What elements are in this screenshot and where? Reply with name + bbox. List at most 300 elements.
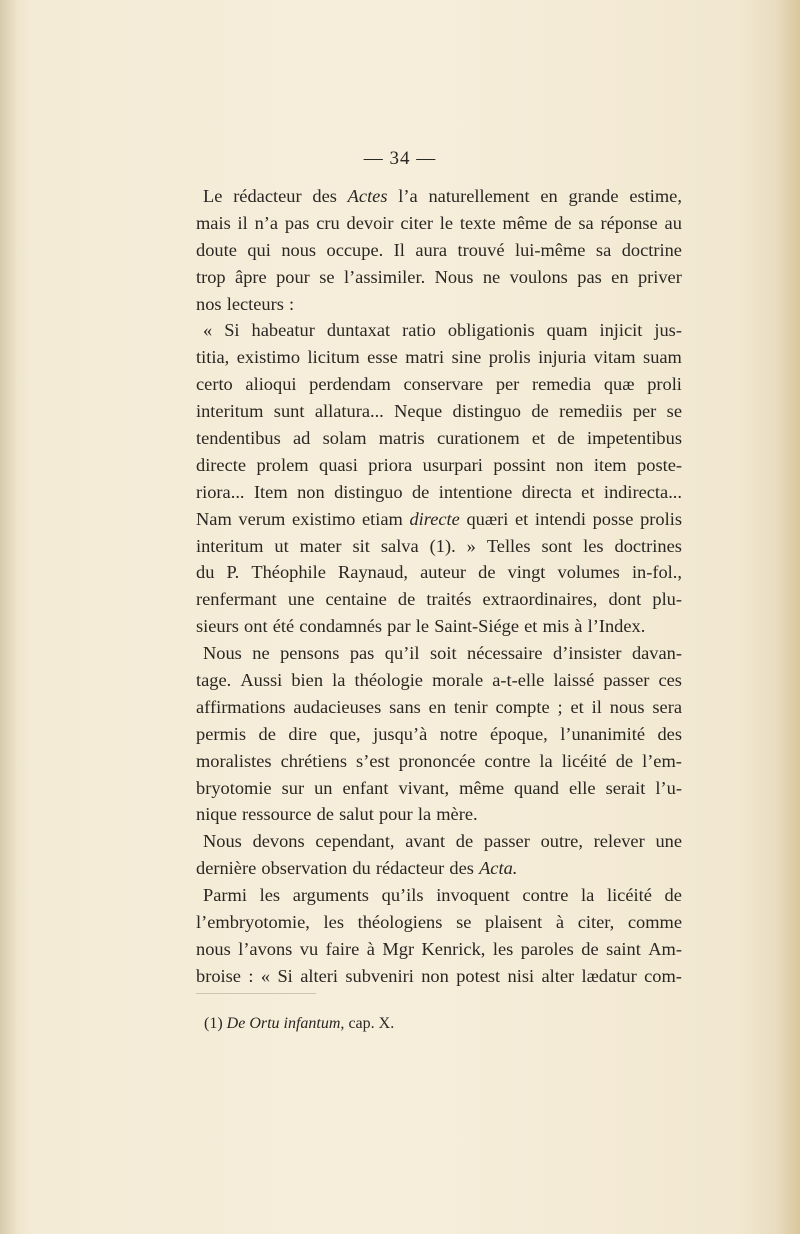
word: condamnés [299,616,383,637]
word: prolis [488,347,531,368]
word: de [554,212,572,233]
word: soit [429,643,457,664]
word: perdendam [309,374,391,395]
word: distinguo [452,401,521,422]
word: citer, [577,912,615,933]
word: quam [546,320,588,341]
word: Il [393,239,405,260]
word: subveniri [345,965,414,986]
word: (1). [429,535,456,556]
word: obligationis [447,320,535,341]
word: matris [378,428,425,449]
word: par [387,616,411,637]
word: devoir [346,212,394,233]
word: lecteurs [226,293,284,314]
word: la [581,885,595,906]
footnote-rest: cap. X. [348,1015,395,1032]
word: doute [196,239,237,260]
word: l’avons [238,938,293,959]
text-line [196,291,682,318]
word: allatura... [314,401,384,422]
word: P. [226,562,240,583]
word: sera [652,696,682,717]
word: des [312,186,337,206]
text-line [196,425,682,452]
text-line [196,183,682,210]
word: âpre [235,266,267,287]
word: Telles [486,535,531,556]
word: doctrines [614,535,682,556]
word: cru [316,212,340,233]
word: dont [608,589,642,610]
word: citer [400,212,433,233]
word: non [297,481,325,502]
word: Théophile [251,562,326,583]
word: alioqui [245,374,297,395]
word: » [466,535,476,556]
word: sans [389,696,421,717]
word: tenir [453,696,488,717]
word: qu’ils [381,885,424,906]
word: il [237,212,248,233]
word: et [581,481,595,502]
word: à [366,938,375,959]
word: posse [592,508,634,529]
word: sur [281,777,305,798]
footnote [204,1014,394,1034]
word: de [316,804,334,825]
word: que, [329,723,361,744]
word: davan- [631,643,682,664]
word: pas [349,643,375,664]
word: affirmations [196,696,286,717]
word: le [439,212,454,233]
word: intendi [534,508,586,529]
word: sit [352,535,370,556]
word: intentione [438,481,513,502]
word: jus- [654,320,682,341]
word: etiam [361,508,403,529]
word: bien [291,670,324,691]
text-line [196,533,682,560]
word: avant [405,831,446,852]
word: lædatur [581,965,637,986]
word: usurpari [422,454,483,475]
word: vingt [507,562,546,583]
text-line [196,667,682,694]
word: vu [299,938,319,959]
text-line [196,855,682,882]
word: se [456,912,472,933]
word: et [570,696,584,717]
word: dernière [196,858,257,879]
word: de [411,481,430,502]
word: et [524,616,538,637]
word: ont [244,616,268,637]
word: ad [293,428,311,449]
word: pensons [280,643,340,664]
word: enfant [342,777,389,798]
word: verum [238,508,286,529]
word: mais [196,212,231,233]
word: elle [569,777,596,798]
word: chrétiens [280,750,348,771]
word: l’a [398,186,418,206]
word: tage. [196,670,232,691]
word: d’insister [553,643,622,664]
word: sa [578,212,594,233]
word: et [514,508,529,529]
word: pas [577,266,602,287]
word: texte [459,212,496,233]
word: moralistes [196,750,272,771]
word: Nous [203,831,242,852]
text-line [196,775,682,802]
word: Nous [434,266,474,287]
word: les [323,912,344,933]
word: Saint-Siége [434,616,519,637]
word: remediis [559,401,623,422]
word: quæri [466,508,509,529]
word: non [421,965,449,986]
word: des [657,723,682,744]
text-line [196,963,682,990]
word: pour [276,266,310,287]
word: il [591,696,602,717]
word: : [248,965,254,986]
word: aura [415,239,448,260]
text-line [196,721,682,748]
word: per [632,401,657,422]
text-line [196,371,682,398]
word: été [272,616,295,637]
word: de [615,750,634,771]
word: l’em- [642,750,682,771]
word: a-t-elle [492,670,545,691]
word: rédacteur [375,858,445,879]
word: ; [557,696,563,717]
word: vitam [593,347,636,368]
word: riora... [196,481,245,502]
word: certo [196,374,233,395]
word: même [502,212,548,233]
word: notre [439,723,478,744]
word: grande [568,186,619,206]
word: volumes [557,562,620,583]
word: duntaxat [326,320,391,341]
word: une [655,831,682,852]
word: vivant, [398,777,450,798]
word: la [539,750,553,771]
word: tendentibus [196,428,281,449]
word: l’Index. [587,616,646,637]
word: l’assimiler. [343,266,426,287]
word: du [196,562,215,583]
word: nécessaire [467,643,543,664]
word: prolis [640,508,682,529]
text-line [196,452,682,479]
word: existimo [236,347,301,368]
word: per [495,374,520,395]
word: com- [644,965,682,986]
word: théologiens [357,912,443,933]
word: en [428,696,447,717]
word: ces [658,670,682,691]
word: sa [595,239,612,260]
word: estime, [629,186,682,206]
text-line [196,828,682,855]
word: de [581,938,599,959]
word: possint [493,454,546,475]
text-line [196,237,682,264]
word: la [332,670,346,691]
text-line [196,559,682,586]
word: sine [451,347,482,368]
word: comme [627,912,682,933]
text-line [196,640,682,667]
word: mis [542,616,570,637]
word: Le [203,186,223,206]
word: et [531,428,546,449]
text-line [196,479,682,506]
word: sieurs [196,616,239,637]
word: centaine [325,589,387,610]
word: de [664,885,682,906]
word: les [259,885,281,906]
word: de [478,562,496,583]
page-edge-shadow [776,0,800,1234]
word: se [319,266,335,287]
word: à [555,912,565,933]
word: Nous [203,643,242,664]
word: solam [322,428,367,449]
word: une [287,589,315,610]
footnote-divider [196,993,316,994]
word: occupe. [326,239,384,260]
text-line [196,613,682,640]
word: Parmi [203,885,247,906]
text-line [196,586,682,613]
text-line [196,801,682,828]
word: dire [288,723,317,744]
word: en [540,186,558,206]
word: audacieuses [293,696,382,717]
word: injicit [599,320,643,341]
word: le [415,616,430,637]
word: sunt [273,401,305,422]
word: curationem [436,428,520,449]
text-line [196,210,682,237]
word: habeatur [251,320,315,341]
word: s’est [356,750,390,771]
word: contre [484,750,531,771]
word: même [459,777,505,798]
word: mater [299,535,342,556]
word: Kenrick, [421,938,486,959]
word: Raynaud, [338,562,409,583]
word: observation [261,858,348,879]
word: trouvé [457,239,505,260]
word: de [258,723,276,744]
word: ressource [242,804,312,825]
word: nos [196,293,222,314]
word: lui-même [514,239,586,260]
word: salut [339,804,374,825]
word: ne [482,266,501,287]
word: l’embryotomie, [196,912,310,933]
word: l’u- [655,777,682,798]
word: invoquent [436,885,510,906]
word: pour [378,804,413,825]
word: laissé [553,670,595,691]
word: Actes [347,186,388,206]
text-line [196,694,682,721]
word: jusqu’à [373,723,428,744]
word: nous [196,938,231,959]
word: Nam [196,508,232,529]
word: naturellement [428,186,530,206]
word: directe [409,508,460,529]
word: traités [426,589,472,610]
word: titia, [196,347,230,368]
word: ut [274,535,289,556]
word: pas [284,212,310,233]
word: esse [367,347,398,368]
word: trop [196,266,226,287]
footnote-title: De Ortu infantum, [226,1015,345,1032]
word: directe [196,454,247,475]
word: au [664,212,682,233]
text-line [196,882,682,909]
word: faire [325,938,360,959]
word: n’a [254,212,279,233]
word: plaisent [485,912,543,933]
word: distinguo [334,481,403,502]
word: Mgr [382,938,415,959]
word: potest [456,965,501,986]
word: de [557,428,575,449]
word: : [289,293,295,314]
word: quasi [319,454,358,475]
text-line [196,317,682,344]
text-line [196,506,682,533]
word: alteri [300,965,338,986]
text-line [196,936,682,963]
word: passer [483,831,530,852]
word: permis [196,723,247,744]
page-spine-shadow [0,0,18,1234]
text-line [196,748,682,775]
word: alter [541,965,575,986]
word: quand [514,777,559,798]
word: priora [368,454,413,475]
text-line [196,344,682,371]
word: paroles [520,938,574,959]
body-text [196,183,682,990]
word: renfermant [196,589,277,610]
word: mère. [436,804,478,825]
word: cependant, [315,831,395,852]
word: bryotomie [196,777,272,798]
word: de [455,831,474,852]
word: licitum [307,347,360,368]
word: extraordinaires, [482,589,598,610]
word: les [492,938,514,959]
word: item [593,454,627,475]
word: les [583,535,604,556]
text-line [196,264,682,291]
word: injuria [538,347,587,368]
word: Am- [648,938,682,959]
word: serait [605,777,646,798]
word: « [260,965,271,986]
word: la [417,804,432,825]
word: en [611,266,629,287]
word: auteur [420,562,467,583]
page-number: — 34 — [363,148,437,169]
word: Aussi [240,670,283,691]
word: rédacteur [233,186,302,206]
word: in-fol., [631,562,682,583]
word: qui [247,239,271,260]
word: quæ [603,374,635,395]
word: de [397,589,416,610]
word: Item [253,481,288,502]
word: qu’il [384,643,420,664]
word: ne [252,643,270,664]
word: remedia [531,374,592,395]
word: nous [609,696,645,717]
word: « [203,320,213,341]
word: un [314,777,333,798]
word: interitum [196,535,264,556]
word: voulons [509,266,568,287]
word: Si [224,320,240,341]
word: impetentibus [586,428,682,449]
word: licéité [606,885,652,906]
word: conservare [403,374,484,395]
word: outre, [540,831,583,852]
word: Neque [394,401,443,422]
word: prolem [256,454,309,475]
word: matri [405,347,445,368]
word: compte [495,696,550,717]
word: de [531,401,549,422]
word: passer [603,670,650,691]
word: existimo [291,508,356,529]
word: priver [637,266,682,287]
word: doctrine [621,239,682,260]
word: interitum [196,401,264,422]
word: non [555,454,584,475]
word: se [666,401,682,422]
word: relever [593,831,645,852]
word: théologie [354,670,423,691]
footnote-number: (1) [204,1015,223,1032]
word: arguments [292,885,369,906]
word: prononcée [398,750,476,771]
word: ratio [402,320,436,341]
word: sont [541,535,573,556]
word: broise [196,965,241,986]
word: nous [281,239,317,260]
word: proli [647,374,682,395]
word: poste- [637,454,682,475]
word: nique [196,804,237,825]
word: devons [252,831,305,852]
word: du [352,858,371,879]
word: licéité [561,750,607,771]
